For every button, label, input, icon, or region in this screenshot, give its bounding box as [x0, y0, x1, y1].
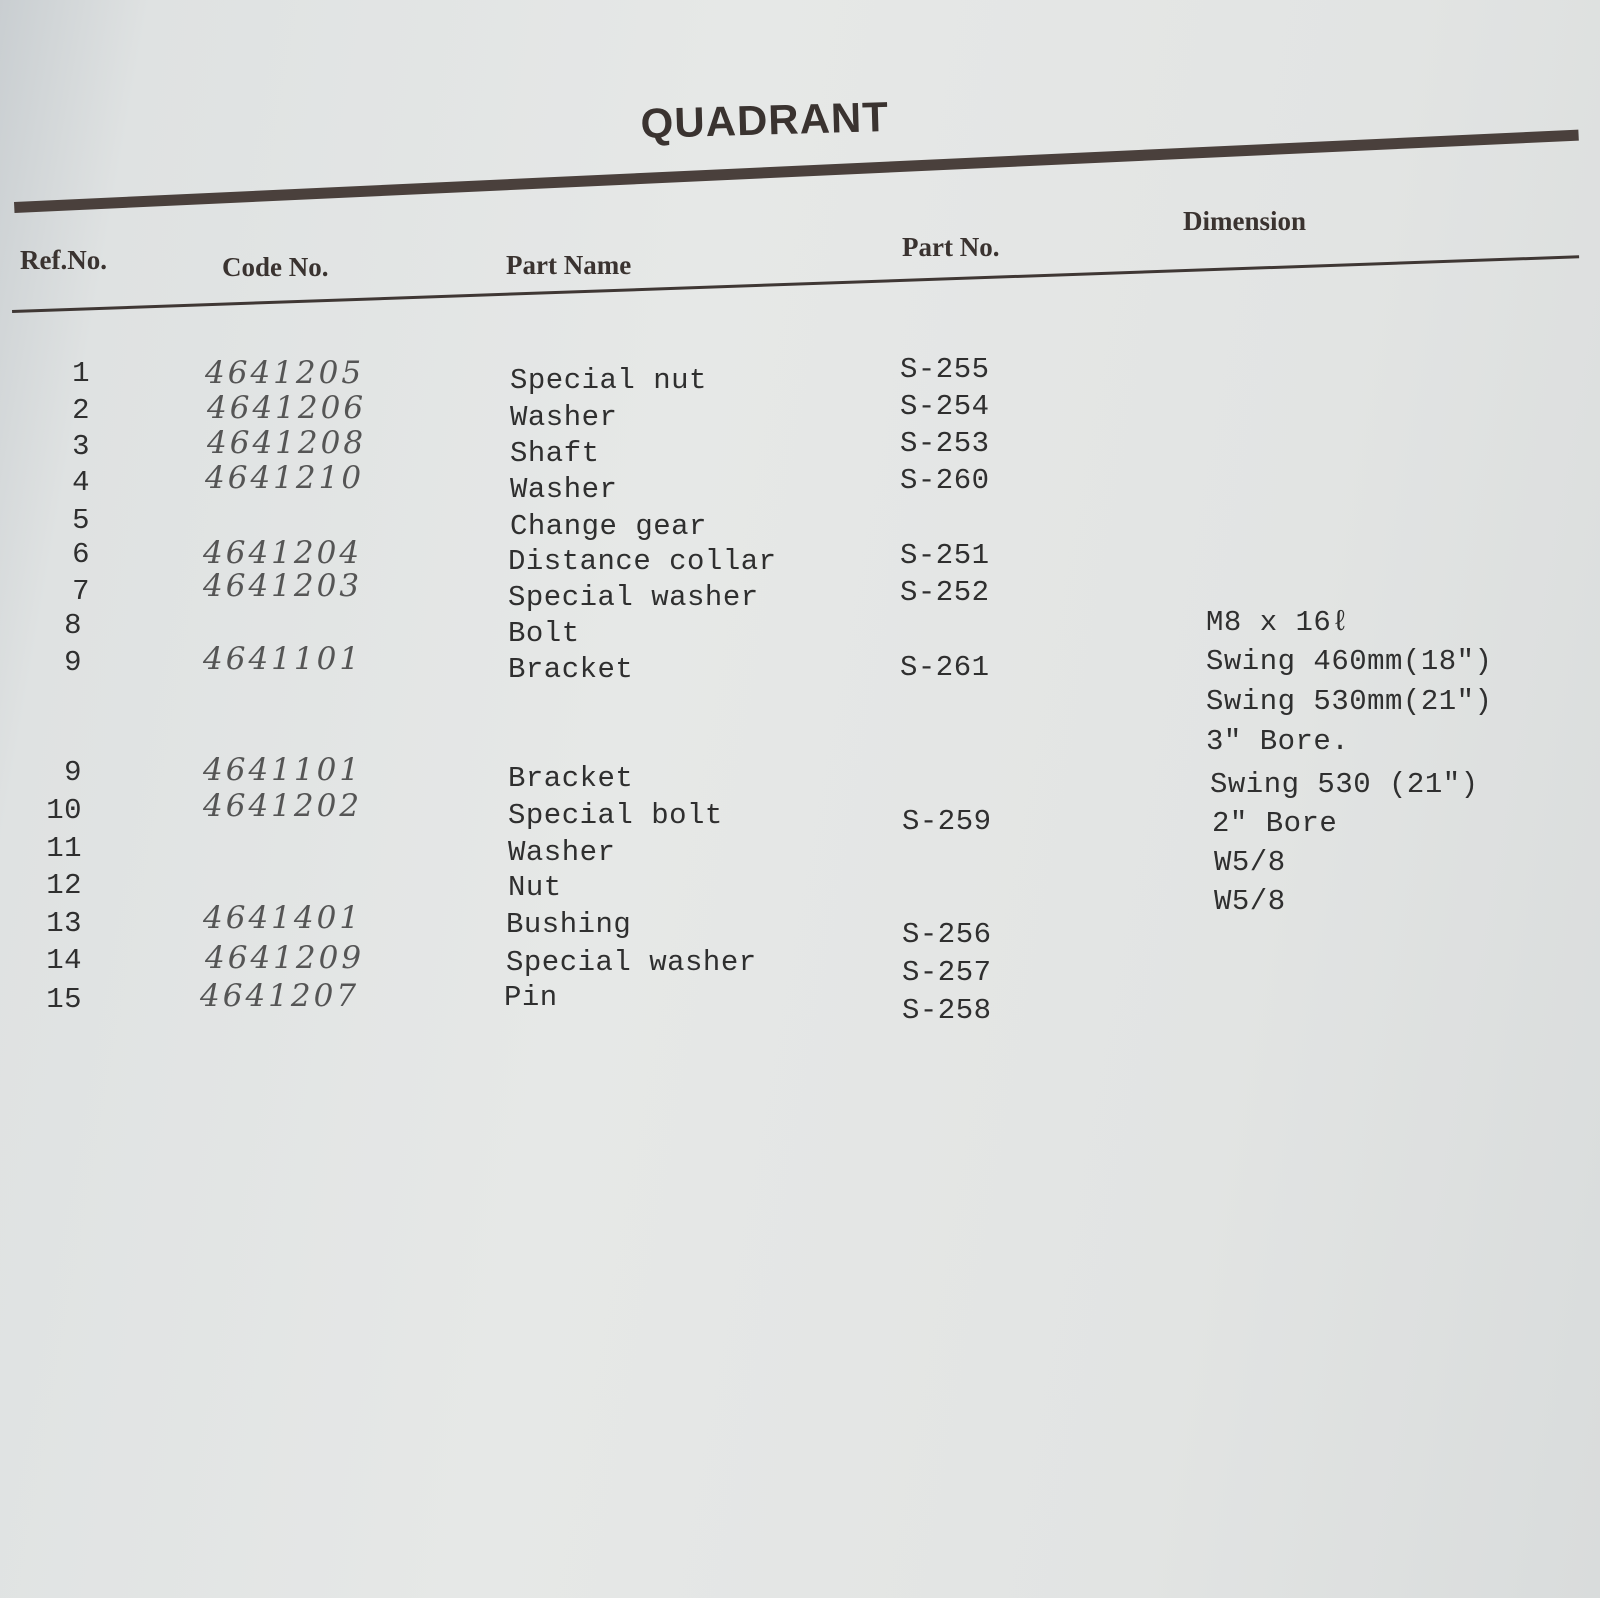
part-name-cell: Pin: [504, 981, 558, 1014]
part-name-cell: Bushing: [506, 908, 632, 941]
ref-no-cell: 5: [72, 504, 90, 537]
part-name-cell: Shaft: [510, 437, 600, 470]
header-code-no: Code No.: [222, 252, 329, 282]
ref-no-cell: 1: [72, 357, 90, 390]
part-name-cell: Special bolt: [508, 799, 723, 832]
dimension-cell: 2" Bore: [1212, 807, 1338, 840]
ref-no-cell: 2: [72, 394, 90, 427]
dimension-cell: Swing 530 (21"): [1210, 768, 1479, 801]
part-no-cell: S-256: [902, 918, 992, 951]
dimension-cell: W5/8: [1214, 846, 1286, 879]
part-name-cell: Distance collar: [508, 545, 777, 578]
ref-no-cell: 10: [46, 794, 82, 827]
ref-no-cell: 12: [46, 869, 82, 902]
ref-no-cell: 9: [64, 756, 82, 789]
code-no-cell: 4641101: [203, 752, 363, 788]
part-name-cell: Washer: [510, 401, 618, 434]
code-no-cell: 4641205: [205, 355, 365, 391]
part-no-cell: S-257: [902, 956, 992, 989]
header-part-name: Part Name: [506, 250, 632, 280]
ref-no-cell: 13: [46, 907, 82, 940]
ref-no-cell: 8: [64, 609, 82, 642]
part-no-cell: S-251: [900, 539, 990, 572]
code-no-cell: 4641203: [203, 568, 363, 604]
part-name-cell: Special washer: [506, 946, 757, 979]
header-part-no: Part No.: [902, 232, 1000, 262]
dimension-cell: M8 x 16ℓ: [1206, 606, 1350, 639]
dimension-cell: Swing 530mm(21"): [1206, 685, 1493, 718]
page-title: QUADRANT: [640, 93, 890, 147]
ref-no-cell: 15: [46, 983, 82, 1016]
ref-no-cell: 4: [72, 466, 90, 499]
code-no-cell: 4641101: [203, 641, 363, 677]
part-name-cell: Nut: [508, 871, 562, 904]
part-name-cell: Washer: [508, 836, 616, 869]
dimension-cell: Swing 460mm(18"): [1206, 645, 1493, 678]
code-no-cell: 4641208: [207, 425, 367, 461]
part-no-cell: S-252: [900, 576, 990, 609]
code-no-cell: 4641209: [205, 940, 365, 976]
ref-no-cell: 6: [72, 538, 90, 571]
code-no-cell: 4641207: [200, 978, 360, 1014]
part-name-cell: Washer: [510, 473, 618, 506]
part-name-cell: Bolt: [508, 617, 580, 650]
part-no-cell: S-261: [900, 651, 990, 684]
part-name-cell: Change gear: [510, 510, 707, 543]
ref-no-cell: 14: [46, 944, 82, 977]
ref-no-cell: 3: [72, 430, 90, 463]
ref-no-cell: 7: [72, 575, 90, 608]
part-no-cell: S-254: [900, 390, 990, 423]
part-no-cell: S-259: [902, 805, 992, 838]
code-no-cell: 4641202: [203, 788, 363, 824]
part-name-cell: Bracket: [508, 762, 634, 795]
ref-no-cell: 11: [46, 832, 82, 865]
dimension-cell: W5/8: [1214, 885, 1286, 918]
part-no-cell: S-253: [900, 427, 990, 460]
code-no-cell: 4641401: [203, 900, 363, 936]
part-no-cell: S-260: [900, 464, 990, 497]
code-no-cell: 4641204: [203, 535, 363, 571]
part-name-cell: Special nut: [510, 364, 707, 397]
code-no-cell: 4641206: [207, 390, 367, 426]
part-name-cell: Special washer: [508, 581, 759, 614]
header-dimension: Dimension: [1183, 206, 1307, 236]
dimension-cell: 3" Bore.: [1206, 725, 1350, 758]
header-ref-no: Ref.No.: [20, 245, 107, 275]
part-no-cell: S-258: [902, 994, 992, 1027]
part-name-cell: Bracket: [508, 653, 634, 686]
part-no-cell: S-255: [900, 353, 990, 386]
ref-no-cell: 9: [64, 646, 82, 679]
code-no-cell: 4641210: [205, 460, 365, 496]
